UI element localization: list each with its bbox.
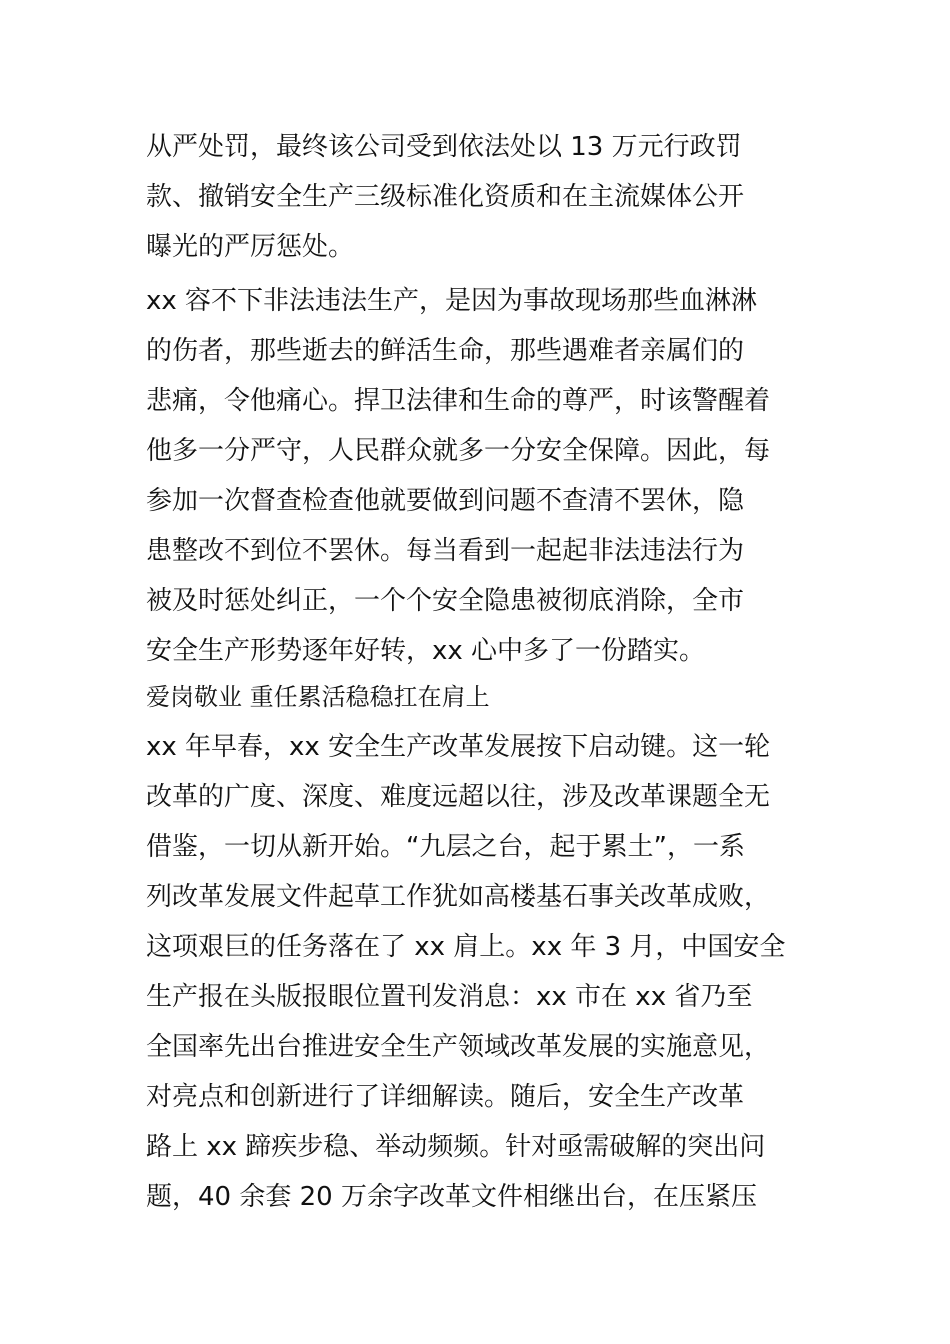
text-line: 患整改不到位不罢休。每当看到一起起非法违法行为	[146, 536, 745, 566]
text-line: 借鉴，一切从新开始。“九层之台，起于累土”，一系	[146, 832, 745, 862]
text-line: xx 年早春，xx 安全生产改革发展按下启动键。这一轮	[146, 732, 771, 762]
text-line: 路上 xx 蹄疾步稳、举动频频。针对亟需破解的突出问	[146, 1132, 766, 1162]
text-line: 这项艰巨的任务落在了 xx 肩上。xx 年 3 月，中国安全	[146, 932, 786, 962]
text-line: 款、撤销安全生产三级标准化资质和在主流媒体公开	[146, 182, 745, 212]
text-line: 全国率先出台推进安全生产领域改革发展的实施意见，	[146, 1032, 771, 1062]
text-line: 列改革发展文件起草工作犹如高楼基石事关改革成败，	[146, 882, 771, 912]
text-line: 被及时惩处纠正，一个个安全隐患被彻底消除，全市	[146, 586, 745, 616]
text-line: 他多一分严守，人民群众就多一分安全保障。因此，每	[146, 436, 771, 466]
section-heading	[146, 672, 816, 722]
text-line: 的伤者，那些逝去的鲜活生命，那些遇难者亲属们的	[146, 336, 745, 366]
text-line: 生产报在头版报眼位置刊发消息：xx 市在 xx 省乃至	[146, 982, 753, 1012]
paragraph-reform	[146, 722, 816, 1222]
text-line: 题，40 余套 20 万余字改革文件相继出台，在压紧压	[146, 1182, 757, 1212]
text-line: xx 容不下非法违法生产，是因为事故现场那些血淋淋	[146, 286, 758, 316]
section-heading-text: 爱岗敬业 重任累活稳稳扛在肩上	[146, 683, 490, 711]
text-line: 改革的广度、深度、难度远超以往，涉及改革课题全无	[146, 782, 771, 812]
text-line: 从严处罚，最终该公司受到依法处以 13 万元行政罚	[146, 132, 742, 162]
paragraph-no-tolerance	[146, 276, 816, 676]
text-line: 参加一次督查检查他就要做到问题不查清不罢休，隐	[146, 486, 745, 516]
paragraph-penalty	[146, 122, 816, 272]
text-line: 悲痛，令他痛心。捍卫法律和生命的尊严，时该警醒着	[146, 386, 771, 416]
text-line: 安全生产形势逐年好转，xx 心中多了一份踏实。	[146, 636, 706, 666]
text-line: 对亮点和创新进行了详细解读。随后，安全生产改革	[146, 1082, 745, 1112]
text-line: 曝光的严厉惩处。	[146, 232, 355, 262]
